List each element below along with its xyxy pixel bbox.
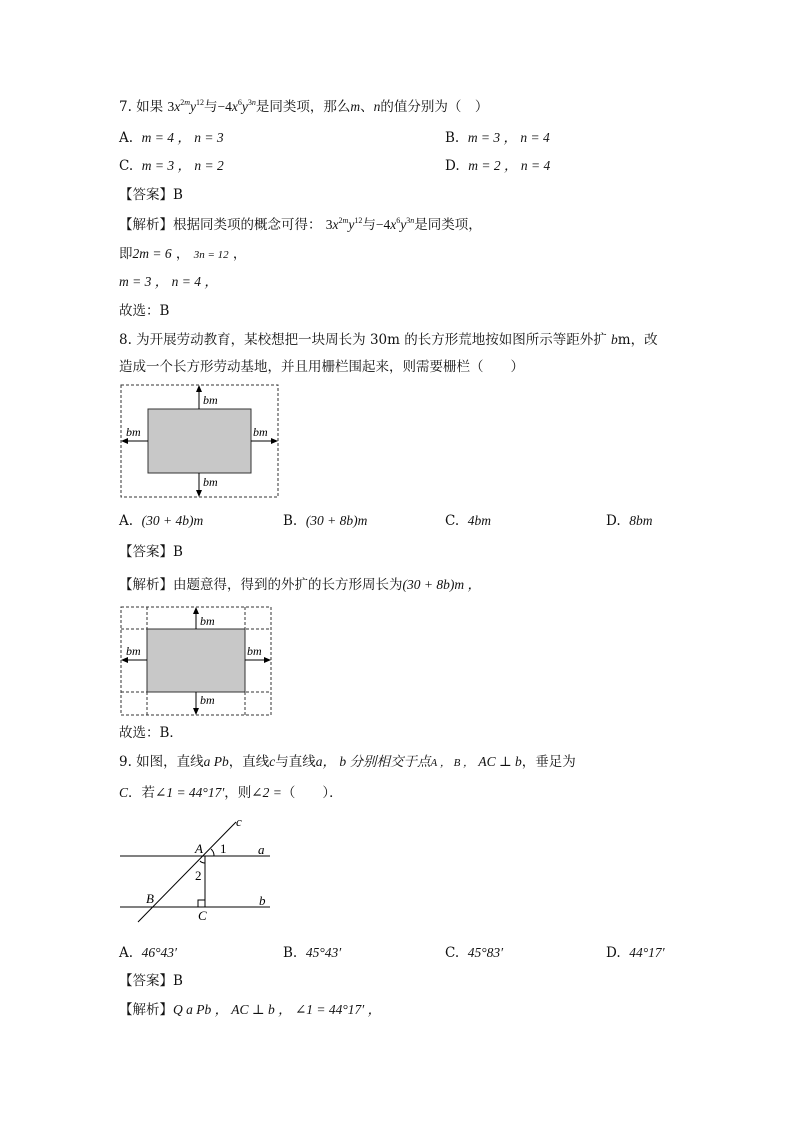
label-2: 2: [195, 868, 202, 883]
arrowhead-up: [196, 385, 202, 392]
label-bm-bottom: bm: [203, 475, 218, 489]
q7-option-c[interactable]: C. m = 3 ， n = 2: [119, 158, 224, 174]
label-bm-left: bm: [126, 425, 141, 439]
q8-answer: 【答案】B: [119, 544, 183, 560]
q7-option-b[interactable]: B. m = 3 ， n = 4: [445, 130, 550, 146]
label-bm-left: bm: [126, 644, 141, 658]
label-b: b: [259, 893, 266, 908]
q9-option-a[interactable]: A. 46°43′: [119, 945, 177, 961]
q9-figure: [118, 814, 278, 924]
label-a: a: [258, 842, 265, 857]
q8-stem-line2: 造成一个长方形劳动基地，并且用栅栏围起来，则需要栅栏（ ）: [119, 359, 524, 375]
arrowhead-right: [271, 438, 278, 444]
inner-rect: [147, 629, 245, 692]
q7-analysis-line1: 【解析】根据同类项的概念可得： $3x^{2m}y^{12}$与$-4x^6y^{3n}$是同类项，: [119, 216, 482, 233]
q9-option-b[interactable]: B. 45°43′: [283, 945, 342, 961]
q9-answer: 【答案】B: [119, 973, 183, 989]
q7-analysis-line3: m = 3 ， n = 4 ，: [119, 274, 218, 289]
q9-analysis: 【解析】Q a Pb ， AC ⊥ b ， ∠1 = 44°17′ ，: [119, 1002, 382, 1018]
q9-stem-line2: C．若∠1 = 44°17′，则∠2 =（ ）．: [119, 785, 343, 801]
q9-option-d[interactable]: D. 44°17′: [606, 945, 665, 961]
label-bm-right: bm: [253, 425, 268, 439]
q7-answer: 【答案】B: [119, 187, 183, 203]
q7-analysis-line2: 即2m = 6 ， 3n = 12 ，: [119, 246, 247, 262]
arrowhead-up: [193, 607, 199, 614]
label-A: A: [195, 841, 203, 856]
label-bm-top: bm: [200, 614, 215, 628]
q7-analysis-term2: $-4x^6y^{3n}$: [375, 216, 415, 232]
angle-1-arc: [211, 849, 214, 856]
q8-analysis: 【解析】由题意得，得到的外扩的长方形周长为(30 + 8b)m ，: [119, 577, 481, 593]
label-bm-top: bm: [203, 393, 218, 407]
q8-figure-1: [120, 384, 280, 498]
q8-option-b[interactable]: B. (30 + 8b)m: [283, 513, 368, 529]
arrowhead-down: [193, 708, 199, 715]
q8-option-c[interactable]: C. 4bm: [445, 513, 491, 529]
label-c: c: [236, 814, 242, 829]
inner-rect: [148, 409, 251, 473]
q8-option-a[interactable]: A. (30 + 4b)m: [119, 513, 204, 529]
q9-stem-line1: 9. 如图，直线a Pb，直线c与直线a， b 分别相交于点A ， B ， AC ⊥ b，垂足为: [119, 754, 576, 770]
q8-option-d[interactable]: D. 8bm: [606, 513, 653, 529]
right-angle-mark: [198, 900, 205, 907]
q7-conclusion: 故选：B: [119, 303, 170, 319]
label-1: 1: [220, 841, 227, 856]
q8-figure-2: [120, 606, 272, 716]
q7-option-a[interactable]: A. m = 4 ， n = 3: [119, 130, 224, 146]
label-C: C: [198, 908, 207, 923]
label-B: B: [146, 891, 154, 906]
q7-analysis-term1: $3x^{2m}y^{12}$: [325, 216, 363, 232]
angle-2-arc: [200, 861, 205, 863]
arrowhead-right: [264, 657, 271, 663]
q7-term1: $3x^{2m}y^{12}$: [167, 98, 204, 114]
q9-option-c[interactable]: C. 45°83′: [445, 945, 504, 961]
label-bm-right: bm: [247, 644, 262, 658]
q8-stem-line1: 8. 为开展劳动教育，某校想把一块周长为 30m 的长方形荒地按如图所示等距外扩 bm，改: [119, 332, 658, 348]
label-bm-bottom: bm: [200, 693, 215, 707]
q7-option-d[interactable]: D. m = 2 ， n = 4: [445, 158, 551, 174]
arrowhead-down: [196, 490, 202, 497]
q8-conclusion: 故选：B．: [119, 725, 183, 741]
q7-term2: $-4x^6y^{3n}$: [217, 98, 256, 114]
q7-stem: 7. 如果 $3x^{2m}y^{12}$与$-4x^6y^{3n}$是同类项，那么m、n的值分别为（ ）: [119, 98, 489, 115]
